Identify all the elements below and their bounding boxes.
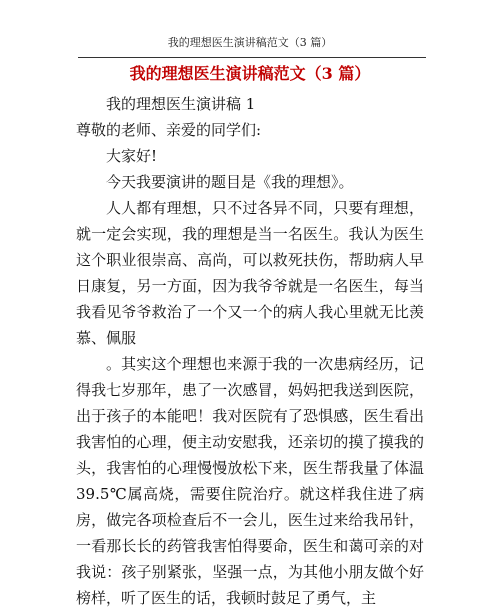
subtitle-paragraph: 我的理想医生演讲稿 1 [106,95,256,113]
topic-paragraph: 今天我要演讲的题目是《我的理想》。 [106,173,354,191]
salutation-paragraph: 尊敬的老师、亲爱的同学们: [76,121,262,139]
body-paragraph: 。其实这个理想也来源于我的一次患病经历，记得我七岁那年，患了一次感冒，妈妈把我送到医院，出于孩子的本能吧！我对医院有了恐惧感，医生看出我害怕的心理，便主动安慰我，还亲切的摸了摸我的头，我害怕的心理慢慢放松下来，医生帮我量了体温 39.5℃属高烧，需要住院治疗。就这样我住进了病房，做完各项检查后不一会儿，医生过来给我吊针，一看那长长的药管我害怕得要命，医生和蔼可亲的对我说：孩子别紧张，坚强一点，为其他小朋友做个好榜样，听了医生的话，我顿时鼓足了勇气，主 [76,355,424,607]
header-divider [78,57,426,58]
running-header: 我的理想医生演讲稿范文（3 篇） [167,36,333,49]
document-title: 我的理想医生演讲稿范文（3 篇） [129,64,371,83]
document-body [76,91,424,611]
greeting-paragraph: 大家好! [106,147,158,165]
body-paragraph: 人人都有理想，只不过各异不同，只要有理想，就一定会实现，我的理想是当一名医生。我认为医生这个职业很崇高、高尚，可以救死扶伤，帮助病人早日康复，另一方面，因为我爷爷就是一名医生，每当我看见爷爷救治了一个又一个的病人我心里就无比羡慕、佩服 [76,199,424,347]
